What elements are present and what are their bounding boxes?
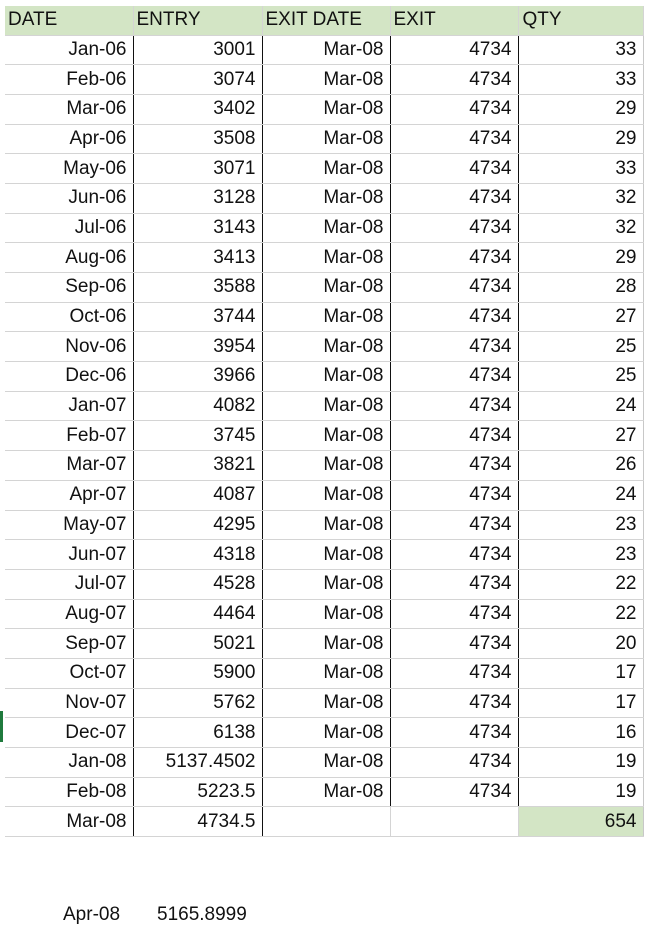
table-row [5, 124, 643, 154]
exit-date-cell[interactable]: Mar-08 [262, 451, 390, 481]
entry-cell[interactable]: 3413 [133, 243, 262, 273]
qty-cell[interactable]: 19 [518, 748, 643, 778]
table-row [5, 154, 643, 184]
qty-cell[interactable]: 33 [518, 154, 643, 184]
exit-cell[interactable]: 4734 [390, 213, 518, 243]
exit-date-cell[interactable]: Mar-08 [262, 124, 390, 154]
total-qty-cell[interactable]: 654 [518, 807, 643, 837]
header-qty[interactable]: QTY [518, 6, 643, 35]
total-date-cell[interactable]: Mar-08 [5, 807, 133, 837]
table-row [5, 35, 643, 65]
qty-cell[interactable]: 27 [518, 302, 643, 332]
exit-cell[interactable]: 4734 [390, 718, 518, 748]
entry-cell[interactable]: 5762 [133, 688, 262, 718]
date-cell[interactable]: Dec-06 [5, 362, 133, 392]
exit-cell[interactable]: 4734 [390, 302, 518, 332]
exit-cell[interactable]: 4734 [390, 154, 518, 184]
table-row [5, 65, 643, 95]
exit-date-cell[interactable]: Mar-08 [262, 510, 390, 540]
date-cell[interactable]: Jan-06 [5, 35, 133, 65]
date-cell[interactable]: Oct-06 [5, 302, 133, 332]
date-cell[interactable]: Jan-08 [5, 748, 133, 778]
date-cell[interactable]: Feb-06 [5, 65, 133, 95]
entry-cell[interactable]: 3001 [133, 35, 262, 65]
date-cell[interactable]: Jul-06 [5, 213, 133, 243]
exit-cell[interactable]: 4734 [390, 124, 518, 154]
date-cell[interactable]: Oct-07 [5, 658, 133, 688]
exit-date-cell[interactable]: Mar-08 [262, 273, 390, 303]
qty-cell[interactable]: 27 [518, 421, 643, 451]
table-row [5, 480, 643, 510]
exit-date-cell[interactable]: Mar-08 [262, 421, 390, 451]
entry-cell[interactable]: 3071 [133, 154, 262, 184]
table-row [5, 213, 643, 243]
date-cell[interactable]: Sep-07 [5, 629, 133, 659]
table-row [5, 658, 643, 688]
table-row [5, 273, 643, 303]
exit-date-cell[interactable]: Mar-08 [262, 243, 390, 273]
entry-cell[interactable]: 5900 [133, 658, 262, 688]
qty-cell[interactable]: 24 [518, 480, 643, 510]
exit-cell[interactable]: 4734 [390, 569, 518, 599]
exit-date-cell[interactable]: Mar-08 [262, 599, 390, 629]
date-cell[interactable]: Sep-06 [5, 273, 133, 303]
date-cell[interactable]: Nov-06 [5, 332, 133, 362]
qty-cell[interactable]: 29 [518, 94, 643, 124]
qty-cell[interactable]: 17 [518, 658, 643, 688]
table-row [5, 510, 643, 540]
table-body [5, 35, 643, 807]
date-cell[interactable]: Aug-07 [5, 599, 133, 629]
exit-date-cell[interactable]: Mar-08 [262, 183, 390, 213]
date-cell[interactable]: Feb-07 [5, 421, 133, 451]
exit-date-cell[interactable]: Mar-08 [262, 154, 390, 184]
table-row [5, 688, 643, 718]
exit-cell[interactable]: 4734 [390, 332, 518, 362]
exit-date-cell[interactable]: Mar-08 [262, 629, 390, 659]
table-row [5, 540, 643, 570]
date-cell[interactable]: Apr-06 [5, 124, 133, 154]
qty-cell[interactable]: 32 [518, 213, 643, 243]
qty-cell[interactable]: 16 [518, 718, 643, 748]
exit-cell[interactable]: 4734 [390, 599, 518, 629]
exit-date-cell[interactable]: Mar-08 [262, 94, 390, 124]
qty-cell[interactable]: 29 [518, 124, 643, 154]
exit-cell[interactable]: 4734 [390, 688, 518, 718]
qty-cell[interactable]: 24 [518, 391, 643, 421]
qty-cell[interactable]: 22 [518, 599, 643, 629]
exit-cell[interactable]: 4734 [390, 35, 518, 65]
entry-cell[interactable]: 5021 [133, 629, 262, 659]
qty-cell[interactable]: 29 [518, 243, 643, 273]
entry-cell[interactable]: 4528 [133, 569, 262, 599]
exit-cell[interactable]: 4734 [390, 629, 518, 659]
entry-cell[interactable]: 6138 [133, 718, 262, 748]
entry-cell[interactable]: 3143 [133, 213, 262, 243]
exit-date-cell[interactable]: Mar-08 [262, 658, 390, 688]
exit-cell[interactable]: 4734 [390, 273, 518, 303]
date-cell[interactable]: Dec-07 [5, 718, 133, 748]
entry-cell[interactable]: 4082 [133, 391, 262, 421]
qty-cell[interactable]: 32 [518, 183, 643, 213]
entry-cell[interactable]: 3128 [133, 183, 262, 213]
exit-date-cell[interactable]: Mar-08 [262, 688, 390, 718]
qty-cell[interactable]: 23 [518, 540, 643, 570]
entry-cell[interactable]: 3821 [133, 451, 262, 481]
exit-cell[interactable]: 4734 [390, 480, 518, 510]
table-row [5, 569, 643, 599]
partial-row [5, 904, 643, 925]
entry-cell[interactable]: 5137.4502 [133, 748, 262, 778]
exit-date-cell[interactable]: Mar-08 [262, 777, 390, 807]
table-row [5, 421, 643, 451]
entry-cell[interactable]: 3745 [133, 421, 262, 451]
table-row [5, 391, 643, 421]
exit-cell[interactable]: 4734 [390, 510, 518, 540]
date-cell[interactable]: May-07 [5, 510, 133, 540]
table-row [5, 183, 643, 213]
table-row [5, 94, 643, 124]
entry-cell[interactable]: 3966 [133, 362, 262, 392]
date-cell[interactable]: Jun-06 [5, 183, 133, 213]
qty-cell[interactable]: 17 [518, 688, 643, 718]
header-exit-date[interactable]: EXIT DATE [262, 6, 390, 35]
date-cell[interactable]: Mar-06 [5, 94, 133, 124]
qty-cell[interactable]: 25 [518, 332, 643, 362]
table-row [5, 451, 643, 481]
exit-cell[interactable]: 4734 [390, 183, 518, 213]
table-row [5, 302, 643, 332]
entry-cell[interactable]: 3508 [133, 124, 262, 154]
qty-cell[interactable]: 22 [518, 569, 643, 599]
table-row [5, 599, 643, 629]
table-row [5, 362, 643, 392]
entry-cell[interactable]: 4087 [133, 480, 262, 510]
date-cell[interactable]: Mar-07 [5, 451, 133, 481]
selected-row-marker [0, 711, 3, 742]
qty-cell[interactable]: 25 [518, 362, 643, 392]
qty-cell[interactable]: 26 [518, 451, 643, 481]
exit-cell[interactable]: 4734 [390, 540, 518, 570]
partial-entry-cell[interactable]: 5165.8999 [157, 904, 247, 925]
entry-cell[interactable]: 3744 [133, 302, 262, 332]
total-entry-cell[interactable]: 4734.5 [133, 807, 262, 837]
qty-cell[interactable]: 20 [518, 629, 643, 659]
header-entry[interactable]: ENTRY [133, 6, 262, 35]
date-cell[interactable]: Nov-07 [5, 688, 133, 718]
entry-cell[interactable]: 3402 [133, 94, 262, 124]
entry-cell[interactable]: 4464 [133, 599, 262, 629]
exit-date-cell[interactable]: Mar-08 [262, 302, 390, 332]
exit-date-cell[interactable]: Mar-08 [262, 362, 390, 392]
total-exit-cell[interactable] [390, 807, 518, 837]
exit-date-cell[interactable]: Mar-08 [262, 391, 390, 421]
table-row [5, 748, 643, 778]
exit-cell[interactable]: 4734 [390, 658, 518, 688]
header-row [5, 6, 643, 35]
exit-cell[interactable]: 4734 [390, 451, 518, 481]
qty-cell[interactable]: 28 [518, 273, 643, 303]
data-table [5, 6, 644, 837]
exit-date-cell[interactable]: Mar-08 [262, 332, 390, 362]
total-row [5, 807, 643, 837]
entry-cell[interactable]: 3588 [133, 273, 262, 303]
qty-cell[interactable]: 23 [518, 510, 643, 540]
date-cell[interactable]: Jan-07 [5, 391, 133, 421]
exit-date-cell[interactable]: Mar-08 [262, 569, 390, 599]
exit-date-cell[interactable]: Mar-08 [262, 748, 390, 778]
partial-date-cell[interactable]: Apr-08 [63, 904, 121, 925]
table-row [5, 243, 643, 273]
exit-cell[interactable]: 4734 [390, 748, 518, 778]
exit-date-cell[interactable]: Mar-08 [262, 480, 390, 510]
table-row [5, 332, 643, 362]
total-exit-date-cell[interactable] [262, 807, 390, 837]
header-exit[interactable]: EXIT [390, 6, 518, 35]
qty-cell[interactable]: 33 [518, 65, 643, 95]
table-row [5, 718, 643, 748]
exit-cell[interactable]: 4734 [390, 391, 518, 421]
exit-date-cell[interactable]: Mar-08 [262, 35, 390, 65]
table-row [5, 777, 643, 807]
exit-date-cell[interactable]: Mar-08 [262, 540, 390, 570]
date-cell[interactable]: Aug-06 [5, 243, 133, 273]
date-cell[interactable]: May-06 [5, 154, 133, 184]
exit-cell[interactable]: 4734 [390, 362, 518, 392]
date-cell[interactable]: Jul-07 [5, 569, 133, 599]
exit-date-cell[interactable]: Mar-08 [262, 65, 390, 95]
exit-date-cell[interactable]: Mar-08 [262, 718, 390, 748]
total-body [5, 807, 643, 837]
entry-cell[interactable]: 3954 [133, 332, 262, 362]
exit-date-cell[interactable]: Mar-08 [262, 213, 390, 243]
entry-cell[interactable]: 4318 [133, 540, 262, 570]
qty-cell[interactable]: 33 [518, 35, 643, 65]
date-cell[interactable]: Apr-07 [5, 480, 133, 510]
entry-cell[interactable]: 4295 [133, 510, 262, 540]
date-cell[interactable]: Feb-08 [5, 777, 133, 807]
table-row [5, 629, 643, 659]
entry-cell[interactable]: 3074 [133, 65, 262, 95]
exit-cell[interactable]: 4734 [390, 777, 518, 807]
exit-cell[interactable]: 4734 [390, 65, 518, 95]
exit-cell[interactable]: 4734 [390, 243, 518, 273]
exit-cell[interactable]: 4734 [390, 421, 518, 451]
qty-cell[interactable]: 19 [518, 777, 643, 807]
exit-cell[interactable]: 4734 [390, 94, 518, 124]
header-date[interactable]: DATE [5, 6, 133, 35]
entry-cell[interactable]: 5223.5 [133, 777, 262, 807]
date-cell[interactable]: Jun-07 [5, 540, 133, 570]
